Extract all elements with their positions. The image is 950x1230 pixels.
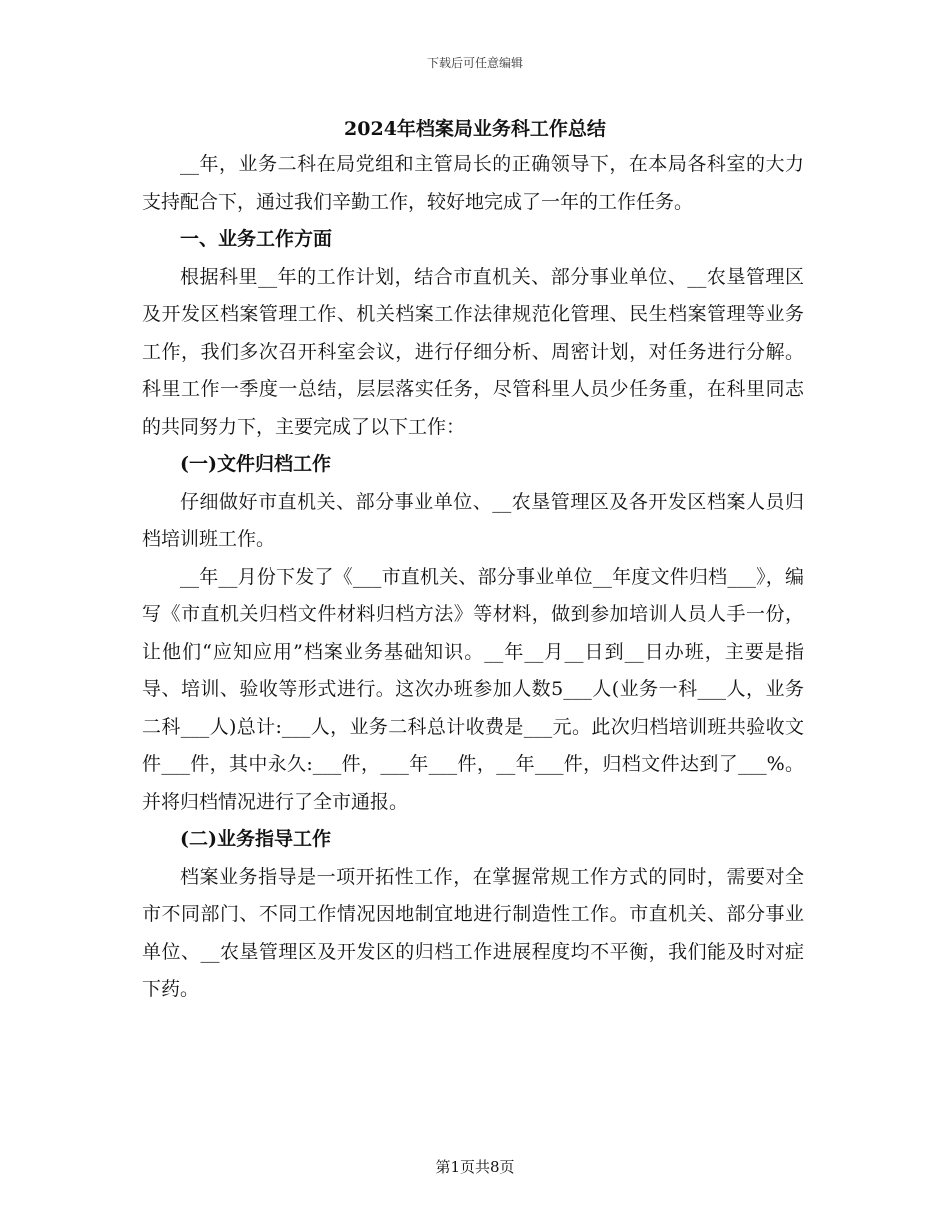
section-1-paragraph: 根据科里__年的工作计划，结合市直机关、部分事业单位、__农垦管理区及开发区档案管理工作、机关档案工作法律规范化管理、民生档案管理等业务工作，我们多次召开科室会议，进行仔细分析、周密计划，对任务进行分解。科里工作一季度一总结，层层落实任务，尽管科里人员少任务重，在科里同志的共同努力下，主要完成了以下工作： <box>142 265 804 438</box>
filing-paragraph-2: __年__月份下发了《___市直机关、部分事业单位__年度文件归档___》，编写《市直机关归档文件材料归档方法》等材料，做到参加培训人员人手一份，让他们“应知应用”档案业务基础知识。__年__月__日到__日办班，主要是指导、培训、验收等形式进行。这次办班参加人数5___人(业务一科___人，业务二科___人)总计:___人，业务二科总计收费是___元。此次归档培训班共验收文件___件，其中永久:___件，___年___件，__年___件，归档文件达到了___%。并将归档情况进行了全市通报。 <box>142 565 804 813</box>
subsection-heading-guidance: (二)业务指导工作 <box>180 828 331 850</box>
section-heading-1: 一、业务工作方面 <box>180 228 333 250</box>
header-note: 下载后可任意编辑 <box>426 56 523 70</box>
document-body <box>142 146 804 1009</box>
guidance-paragraph: 档案业务指导是一项开拓性工作，在掌握常规工作方式的同时，需要对全市不同部门、不同工作情况因地制宜地进行制造性工作。市直机关、部分事业单位、__农垦管理区及开发区的归档工作进展程度均不平衡，我们能及时对症下药。 <box>142 865 804 1000</box>
document-title: 2024年档案局业务科工作总结 <box>344 118 606 140</box>
subsection-heading-filing: (一)文件归档工作 <box>180 453 331 475</box>
page-number: 第1页共8页 <box>435 1158 515 1176</box>
intro-paragraph: __年，业务二科在局党组和主管局长的正确领导下，在本局各科室的大力支持配合下，通过我们辛勤工作，较好地完成了一年的工作任务。 <box>142 153 804 213</box>
filing-paragraph-1: 仔细做好市直机关、部分事业单位、__农垦管理区及各开发区档案人员归档培训班工作。 <box>142 490 804 550</box>
